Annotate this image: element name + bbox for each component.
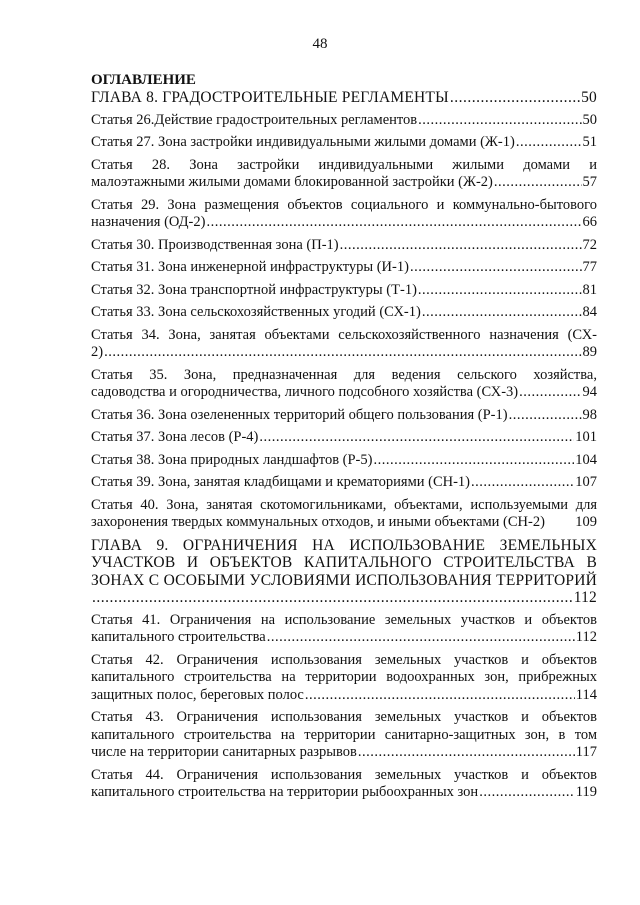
toc-page-number: 77 bbox=[582, 259, 597, 275]
toc-page-number: 104 bbox=[575, 451, 597, 468]
toc-entry-line: Статья 41. Ограничения на использование земельных участков и объектов bbox=[91, 611, 597, 628]
toc-entry-title: Статья 36. Зона озелененных территорий общего пользования (Р-1) bbox=[91, 406, 508, 423]
toc-page-number: 89 bbox=[582, 344, 597, 360]
dot-leader bbox=[206, 214, 581, 232]
dot-leader bbox=[305, 687, 575, 705]
toc-entry-line: капитального строительства на территории санитарно-защитных зон, в том bbox=[91, 726, 597, 743]
toc-entry-line: Статья 40. Зона, занятая скотомогильниками, объектами, используемыми для bbox=[91, 496, 597, 513]
toc-entry-line: Статья 44. Ограничения использования земельных участков и объектов bbox=[91, 766, 597, 783]
toc-entry-line: Статья 35. Зона, предназначенная для ведения сельского хозяйства, bbox=[91, 366, 597, 383]
toc-page-number: 117 bbox=[575, 744, 597, 760]
dot-leader bbox=[373, 452, 574, 470]
toc-entry-title: защитных полос, береговых полос bbox=[91, 686, 304, 703]
toc-page-number: 51 bbox=[582, 134, 597, 150]
toc-entry-title: садоводства и огородничества, личного подсобного хозяйства (СХ-3) bbox=[91, 384, 519, 400]
toc-entry-title: Статья 37. Зона лесов (Р-4) bbox=[91, 429, 259, 445]
dot-leader bbox=[418, 112, 581, 130]
dot-leader bbox=[104, 344, 581, 362]
toc-entry-title: Статья 33. Зона сельскохозяйственных угодий (СХ-1) bbox=[91, 304, 421, 320]
toc-entry-line: Статья 34. Зона, занятая объектами сельскохозяйственного назначения (СХ- bbox=[91, 326, 597, 343]
toc-page-number: 98 bbox=[582, 406, 597, 423]
toc-entry-line: Статья 43. Ограничения использования земельных участков и объектов bbox=[91, 709, 597, 725]
toc-entry[interactable] bbox=[91, 134, 597, 152]
toc-entry-title: Статья 26.Действие градостроительных регламентов bbox=[91, 111, 418, 128]
dot-leader bbox=[494, 174, 582, 192]
toc-entry-title: захоронения твердых коммунальных отходов, и иными объектами (СН-2) bbox=[91, 514, 545, 530]
toc-page-number: 112 bbox=[573, 589, 597, 606]
toc-entries bbox=[91, 89, 597, 802]
toc-entry[interactable] bbox=[91, 304, 597, 322]
toc-entry[interactable] bbox=[91, 327, 597, 362]
page-number: 48 bbox=[312, 36, 328, 52]
toc-page-number: 107 bbox=[575, 474, 597, 490]
toc-entry-line: УЧАСТКОВ И ОБЪЕКТОВ КАПИТАЛЬНОГО СТРОИТЕЛЬСТВА В bbox=[91, 554, 597, 571]
toc-entry[interactable] bbox=[91, 407, 597, 425]
toc-entry-title: Статья 39. Зона, занятая кладбищами и крематориями (СН-1) bbox=[91, 474, 471, 490]
toc-page-number: 119 bbox=[575, 784, 597, 800]
toc-entry[interactable] bbox=[91, 197, 597, 232]
toc-page-number: 109 bbox=[575, 514, 597, 530]
toc-entry-title: Статья 30. Производственная зона (П-1) bbox=[91, 236, 339, 253]
dot-leader bbox=[259, 429, 574, 447]
toc-entry[interactable] bbox=[91, 612, 597, 647]
dot-leader bbox=[418, 282, 582, 300]
toc-entry[interactable] bbox=[91, 429, 597, 447]
toc-entry-line: капитального строительства на территории водоохранных зон, прибрежных bbox=[91, 669, 597, 685]
toc-entry-title: Статья 31. Зона инженерной инфраструктуры (И-1) bbox=[91, 259, 409, 275]
toc-entry-title: 2) bbox=[91, 344, 104, 360]
toc-entry[interactable] bbox=[91, 497, 597, 532]
toc-entry-line: ЗОНАХ С ОСОБЫМИ УСЛОВИЯМИ ИСПОЛЬЗОВАНИЯ ТЕРРИТОРИЙ bbox=[91, 571, 597, 589]
toc-entry-title: Статья 27. Зона застройки индивидуальными жилыми домами (Ж-1) bbox=[91, 134, 515, 150]
toc-entry[interactable] bbox=[91, 767, 597, 802]
dot-leader bbox=[422, 304, 582, 322]
toc-entry[interactable] bbox=[91, 537, 597, 607]
dot-leader bbox=[340, 237, 582, 255]
toc-page-number: 94 bbox=[582, 384, 597, 400]
toc-page-number: 81 bbox=[582, 281, 597, 298]
dot-leader bbox=[479, 784, 575, 802]
toc-entry-line: ГЛАВА 9. ОГРАНИЧЕНИЯ НА ИСПОЛЬЗОВАНИЕ ЗЕМЕЛЬНЫХ bbox=[91, 536, 597, 554]
dot-leader bbox=[92, 589, 573, 607]
toc-entry[interactable] bbox=[91, 452, 597, 470]
toc-page-number: 72 bbox=[582, 236, 597, 253]
toc-entry-title: Статья 32. Зона транспортной инфраструктуры (Т-1) bbox=[91, 281, 417, 298]
toc-entry[interactable] bbox=[91, 237, 597, 255]
toc-page-number: 57 bbox=[582, 174, 597, 190]
toc-entry[interactable] bbox=[91, 112, 597, 130]
toc-page-number: 50 bbox=[581, 89, 597, 106]
toc-entry[interactable] bbox=[91, 89, 597, 107]
toc-entry[interactable] bbox=[91, 282, 597, 300]
dot-leader bbox=[519, 384, 581, 402]
toc-heading: ОГЛАВЛЕНИЕ bbox=[91, 72, 196, 88]
toc-page-number: 101 bbox=[575, 429, 597, 445]
toc-entry-title: ГЛАВА 8. ГРАДОСТРОИТЕЛЬНЫЕ РЕГЛАМЕНТЫ bbox=[91, 89, 449, 106]
toc-entry[interactable] bbox=[91, 474, 597, 492]
toc-entry[interactable] bbox=[91, 259, 597, 277]
toc-entry-title: Статья 38. Зона природных ландшафтов (Р-5) bbox=[91, 451, 373, 468]
toc-entry-title: числе на территории санитарных разрывов bbox=[91, 744, 357, 760]
dot-leader bbox=[516, 134, 582, 152]
toc-entry[interactable] bbox=[91, 367, 597, 402]
toc-page-number: 84 bbox=[582, 304, 597, 320]
toc-entry-title: назначения (ОД-2) bbox=[91, 214, 206, 230]
toc-entry[interactable] bbox=[91, 157, 597, 192]
dot-leader bbox=[450, 89, 580, 107]
dot-leader bbox=[267, 629, 575, 647]
toc-entry-title: малоэтажными жилыми домами блокированной застройки (Ж-2) bbox=[91, 174, 493, 190]
dot-leader bbox=[471, 474, 574, 492]
toc-page-number: 112 bbox=[575, 629, 597, 645]
toc-page-number: 50 bbox=[582, 111, 597, 128]
toc-page-number: 66 bbox=[582, 214, 597, 230]
toc-entry-title: капитального строительства bbox=[91, 629, 266, 645]
toc-entry[interactable] bbox=[91, 652, 597, 705]
toc-page-number: 114 bbox=[575, 686, 597, 703]
toc-entry-line: Статья 28. Зона застройки индивидуальными жилыми домами и bbox=[91, 156, 597, 173]
toc-entry[interactable] bbox=[91, 709, 597, 762]
dot-leader bbox=[358, 744, 575, 762]
dot-leader bbox=[410, 259, 582, 277]
toc-entry-title: капитального строительства на территории рыбоохранных зон bbox=[91, 784, 479, 800]
table-of-contents bbox=[91, 72, 597, 802]
toc-entry-line: Статья 29. Зона размещения объектов социального и коммунально-бытового bbox=[91, 196, 597, 213]
dot-leader bbox=[509, 407, 582, 425]
toc-entry-line: Статья 42. Ограничения использования земельных участков и объектов bbox=[91, 651, 597, 668]
